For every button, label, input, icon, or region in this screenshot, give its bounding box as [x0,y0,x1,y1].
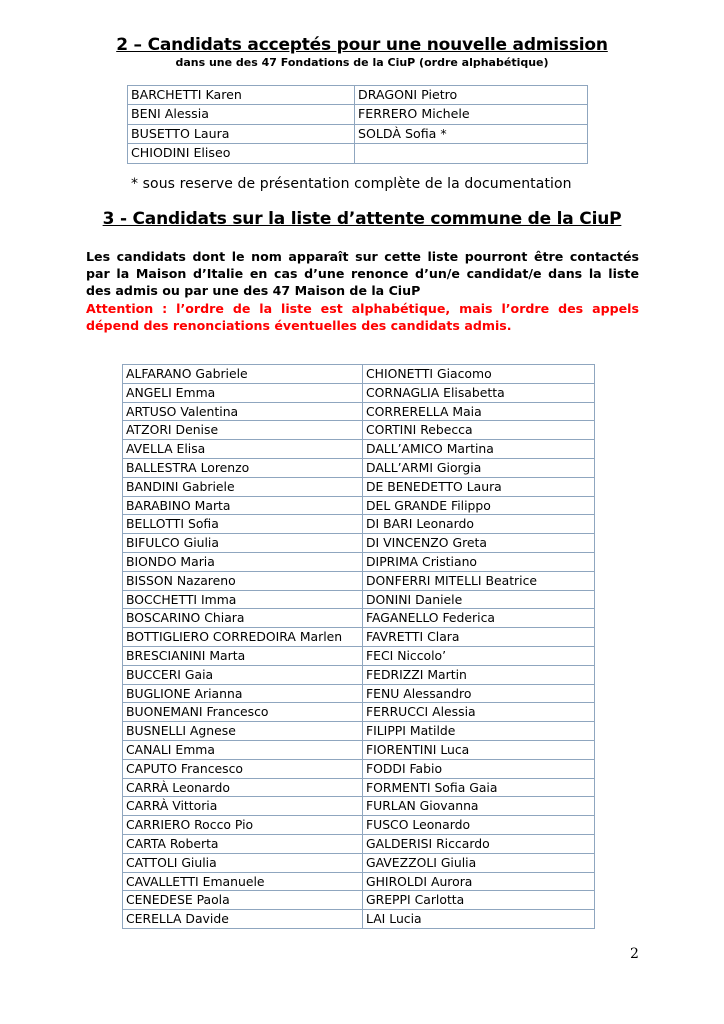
table-row [123,402,595,421]
candidate-name-cell: DE BENEDETTO Laura [363,477,595,496]
table-row [123,853,595,872]
candidate-name-cell: CHIONETTI Giacomo [363,365,595,384]
candidate-name-cell: BUSETTO Laura [128,124,355,143]
candidate-name-cell: FERRERO Michele [355,105,588,124]
table-row [123,910,595,929]
table-row [123,496,595,515]
candidate-name-cell: CORTINI Rebecca [363,421,595,440]
candidate-name-cell: BOSCARINO Chiara [123,609,363,628]
candidate-name-cell: BOCCHETTI Imma [123,590,363,609]
candidate-name-cell: CORNAGLIA Elisabetta [363,383,595,402]
documentation-note: * sous reserve de présentation complète de la documentation [131,176,572,192]
candidate-name-cell: DIPRIMA Cristiano [363,552,595,571]
candidate-name-cell: GAVEZZOLI Giulia [363,853,595,872]
table-row [123,684,595,703]
section2-subtitle: dans une des 47 Fondations de la CiuP (ordre alphabétique) [175,56,549,69]
candidate-name-cell: AVELLA Elisa [123,440,363,459]
candidate-name-cell: CANALI Emma [123,740,363,759]
candidate-name-cell: ALFARANO Gabriele [123,365,363,384]
candidate-name-cell: GHIROLDI Aurora [363,872,595,891]
table-row [123,872,595,891]
candidate-name-cell: FECI Niccolo’ [363,646,595,665]
table-row [123,365,595,384]
candidate-name-cell: CAPUTO Francesco [123,759,363,778]
candidate-name-cell: DRAGONI Pietro [355,86,588,105]
candidate-name-cell: BRESCIANINI Marta [123,646,363,665]
candidate-name-cell: FURLAN Giovanna [363,797,595,816]
table-row [123,571,595,590]
waitlist-paragraph: Les candidats dont le nom apparaît sur cette liste pourront être contactés par la Maison d’Italie en cas d’une renonce d’un/e candidat/e dans la liste des admis ou par une des 47 Maison de la CiuP [86,249,639,299]
table-row [123,646,595,665]
candidate-name-cell: FORMENTI Sofia Gaia [363,778,595,797]
candidate-name-cell: BALLESTRA Lorenzo [123,458,363,477]
candidate-name-cell: DI VINCENZO Greta [363,534,595,553]
table-row [123,515,595,534]
candidate-name-cell: FAVRETTI Clara [363,628,595,647]
candidate-name-cell: CATTOLI Giulia [123,853,363,872]
waitlist-explanation [86,248,639,334]
candidate-name-cell: FEDRIZZI Martin [363,665,595,684]
candidate-name-cell: FENU Alessandro [363,684,595,703]
table-row [123,609,595,628]
table-row [123,665,595,684]
candidate-name-cell: BUONEMANI Francesco [123,703,363,722]
candidate-name-cell: CENEDESE Paola [123,891,363,910]
section3-title: 3 - Candidats sur la liste d’attente commune de la CiuP [102,209,622,229]
candidate-name-cell: DEL GRANDE Filippo [363,496,595,515]
table-row [123,440,595,459]
candidate-name-cell: CERELLA Davide [123,910,363,929]
page-number: 2 [630,946,639,962]
candidate-name-cell: ARTUSO Valentina [123,402,363,421]
candidate-name-cell: BARABINO Marta [123,496,363,515]
candidate-name-cell: CARRÀ Leonardo [123,778,363,797]
candidate-name-cell: FUSCO Leonardo [363,816,595,835]
table-row [123,759,595,778]
candidate-name-cell: GALDERISI Riccardo [363,834,595,853]
candidate-name-cell: BENI Alessia [128,105,355,124]
candidate-name-cell: CORRERELLA Maia [363,402,595,421]
candidate-name-cell: BISSON Nazareno [123,571,363,590]
candidate-name-cell: FIORENTINI Luca [363,740,595,759]
candidate-name-cell: BIONDO Maria [123,552,363,571]
candidate-name-cell: BUGLIONE Arianna [123,684,363,703]
candidate-name-cell: BUSNELLI Agnese [123,722,363,741]
table-row [123,383,595,402]
candidate-name-cell: GREPPI Carlotta [363,891,595,910]
candidate-name-cell: LAI Lucia [363,910,595,929]
table-row [123,703,595,722]
table-row [123,628,595,647]
table-row [128,105,588,124]
candidate-name-cell: SOLDÀ Sofia * [355,124,588,143]
candidate-name-cell: CARRÀ Vittoria [123,797,363,816]
section2-title: 2 – Candidats acceptés pour une nouvelle admission [116,35,608,55]
candidate-name-cell: DONINI Daniele [363,590,595,609]
candidate-name-cell: ATZORI Denise [123,421,363,440]
accepted-candidates-table [127,85,588,164]
table-row [123,722,595,741]
table-row [123,458,595,477]
candidate-name-cell: BARCHETTI Karen [128,86,355,105]
table-row [123,834,595,853]
candidate-name-cell: BIFULCO Giulia [123,534,363,553]
attention-notice: Attention : l’ordre de la liste est alphabétique, mais l’ordre des appels dépend des renonciations éventuelles des candidats admis. [86,300,639,333]
candidate-name-cell: FILIPPI Matilde [363,722,595,741]
candidate-name-cell [355,144,588,163]
waitlist-table [122,364,595,929]
candidate-name-cell: FAGANELLO Federica [363,609,595,628]
candidate-name-cell: ANGELI Emma [123,383,363,402]
candidate-name-cell: CHIODINI Eliseo [128,144,355,163]
candidate-name-cell: CARRIERO Rocco Pio [123,816,363,835]
candidate-name-cell: CARTA Roberta [123,834,363,853]
candidate-name-cell: FODDI Fabio [363,759,595,778]
candidate-name-cell: BANDINI Gabriele [123,477,363,496]
candidate-name-cell: BOTTIGLIERO CORREDOIRA Marlen [123,628,363,647]
table-row [123,421,595,440]
table-row [128,124,588,143]
table-row [123,590,595,609]
table-row [123,552,595,571]
table-row [123,740,595,759]
table-row [128,144,588,163]
candidate-name-cell: DI BARI Leonardo [363,515,595,534]
candidate-name-cell: BUCCERI Gaia [123,665,363,684]
candidate-name-cell: DONFERRI MITELLI Beatrice [363,571,595,590]
table-row [123,534,595,553]
table-row [123,891,595,910]
table-row [128,86,588,105]
table-row [123,778,595,797]
table-row [123,797,595,816]
table-row [123,816,595,835]
candidate-name-cell: BELLOTTI Sofia [123,515,363,534]
candidate-name-cell: FERRUCCI Alessia [363,703,595,722]
candidate-name-cell: DALL’AMICO Martina [363,440,595,459]
candidate-name-cell: DALL’ARMI Giorgia [363,458,595,477]
table-row [123,477,595,496]
candidate-name-cell: CAVALLETTI Emanuele [123,872,363,891]
